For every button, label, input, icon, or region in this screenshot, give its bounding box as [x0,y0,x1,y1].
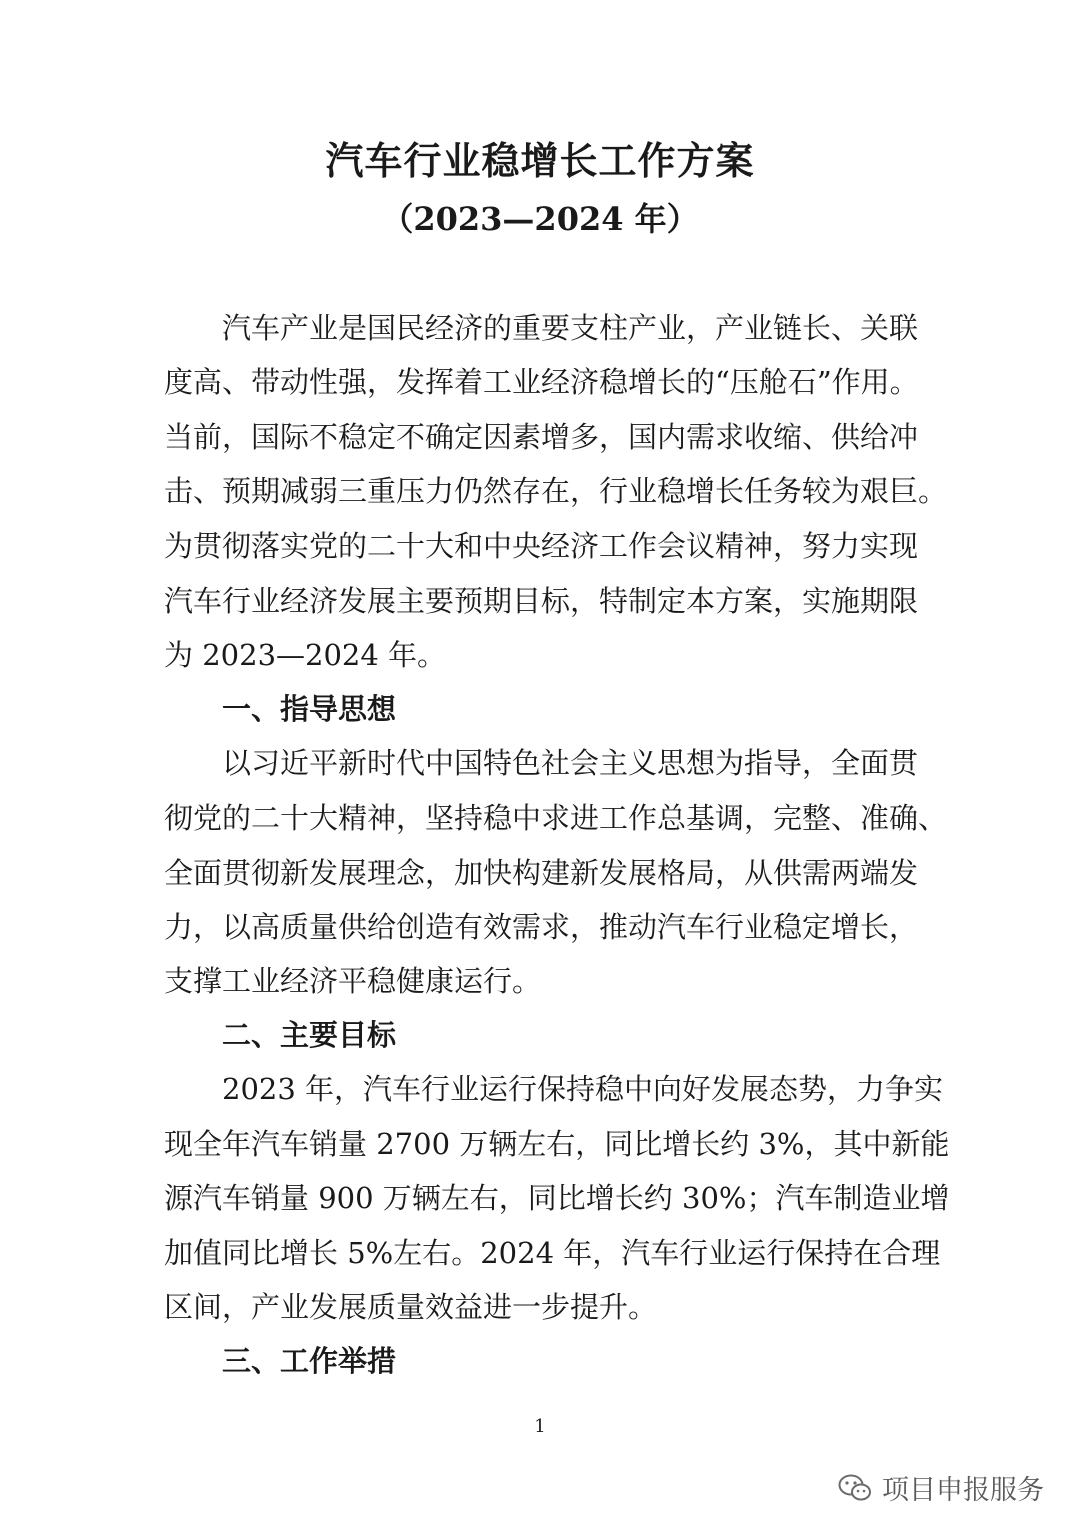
section-heading-main-goals: 二、主要目标 [222,1018,397,1052]
document-title: 汽车行业稳增长工作方案 [325,138,755,183]
section1-line: 全面贯彻新发展理念，加快构建新发展格局，从供需两端发 [164,856,919,890]
section1-line: 以习近平新时代中国特色社会主义思想为指导，全面贯 [222,746,919,780]
section2-line: 2023 年，汽车行业运行保持稳中向好发展态势，力争实 [222,1072,944,1106]
intro-line: 汽车产业是国民经济的重要支柱产业，产业链长、关联 [222,311,919,345]
section2-line: 加值同比增长 5%左右。2024 年，汽车行业运行保持在合理 [164,1236,941,1270]
section2-line: 现全年汽车销量 2700 万辆左右，同比增长约 3%，其中新能 [164,1127,950,1161]
intro-line: 为 2023—2024 年。 [164,638,447,672]
document-subtitle: （2023—2024 年） [381,200,699,238]
intro-line: 当前，国际不稳定不确定因素增多，国内需求收缩、供给冲 [164,420,919,454]
section-heading-work-measures: 三、工作举措 [222,1344,397,1378]
section1-line: 彻党的二十大精神，坚持稳中求进工作总基调，完整、准确、 [164,801,948,835]
page-number: 1 [534,1416,546,1437]
section-heading-guiding-thought: 一、指导思想 [222,692,397,726]
intro-line: 为贯彻落实党的二十大和中央经济工作会议精神，努力实现 [164,529,919,563]
section1-line: 力，以高质量供给创造有效需求，推动汽车行业稳定增长， [164,910,919,944]
section2-line: 区间，产业发展质量效益进一步提升。 [164,1290,658,1324]
intro-line: 汽车行业经济发展主要预期目标，特制定本方案，实施期限 [164,584,919,618]
watermark-text: 项目申报服务 [882,1475,1044,1506]
section2-line: 源汽车销量 900 万辆左右，同比增长约 30%；汽车制造业增 [164,1181,950,1215]
intro-line: 度高、带动性强，发挥着工业经济稳增长的“压舱石”作用。 [164,365,919,399]
intro-line: 击、预期减弱三重压力仍然存在，行业稳增长任务较为艰巨。 [164,474,948,508]
wechat-icon [838,1473,872,1503]
watermark [838,1468,1044,1507]
section1-line: 支撑工业经济平稳健康运行。 [164,964,542,998]
